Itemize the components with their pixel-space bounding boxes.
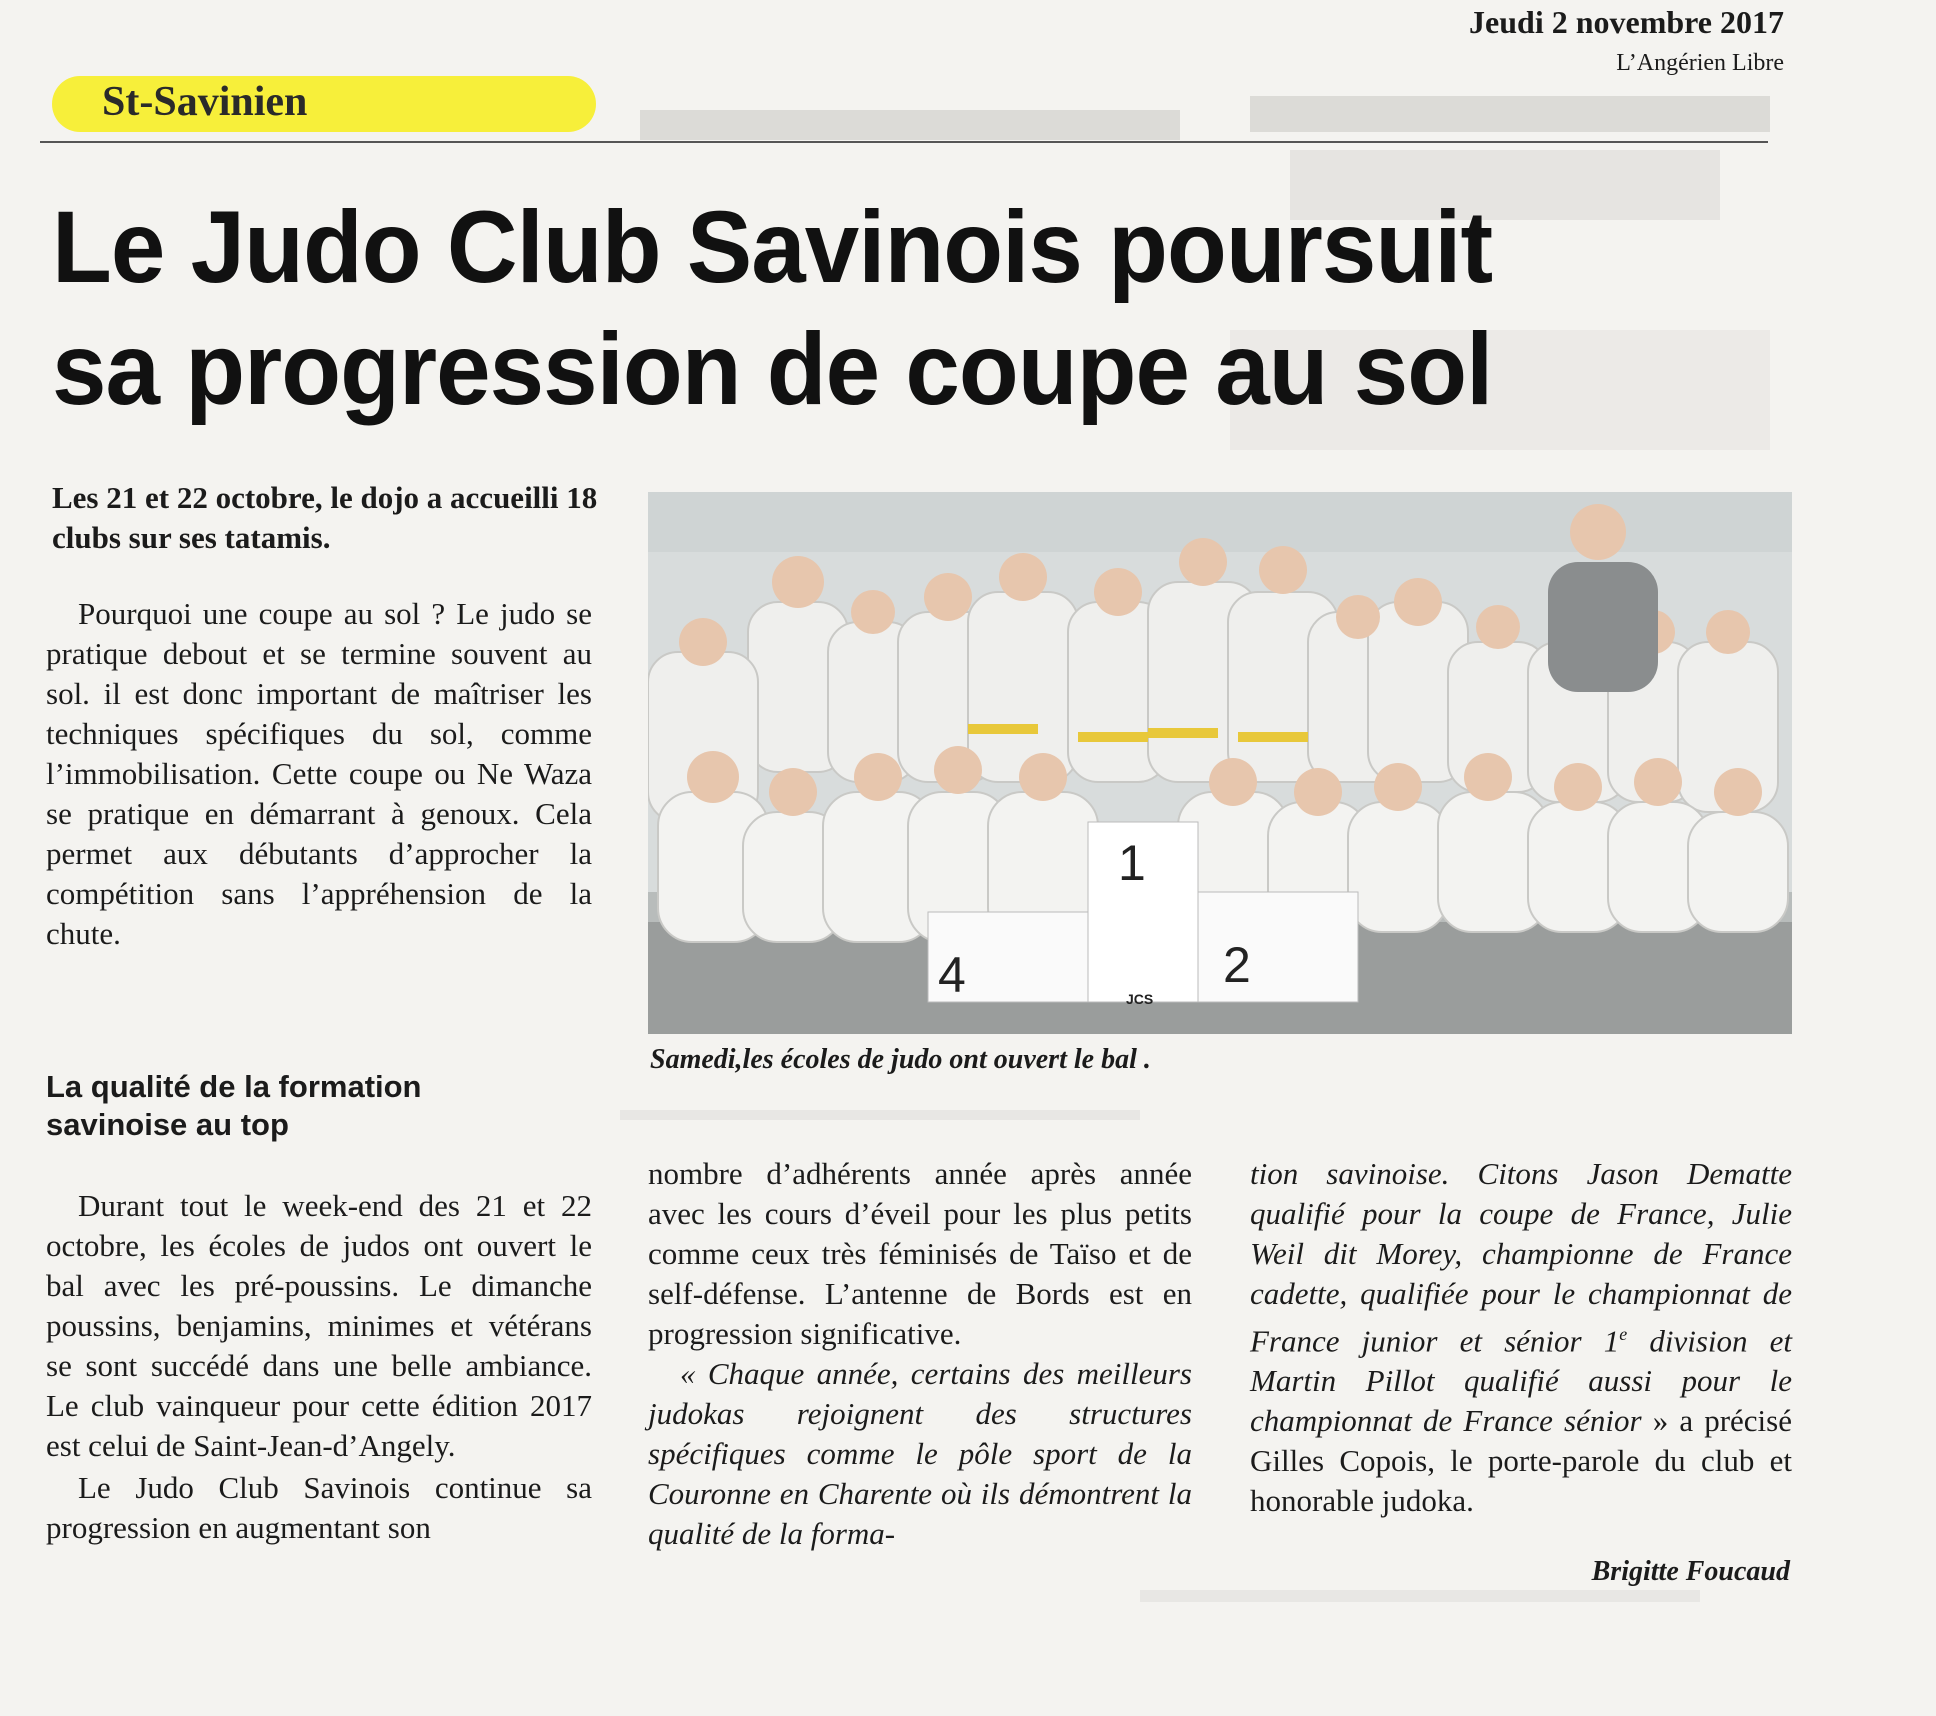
headline [52, 186, 1550, 430]
podium-label-1: 1 [1118, 835, 1146, 891]
column-1-top [46, 594, 592, 954]
column-3 [1250, 1154, 1792, 1521]
photo-caption: Samedi,les écoles de judo ont ouvert le bal . [650, 1044, 1151, 1075]
col2-paragraph-1: nombre d’adhérents année après année avec les cours d’éveil pour les plus petits comme ceux très féminisés de Taïso et de self-défense. L’antenne de Bords est en progression significative. [648, 1156, 1192, 1351]
issue-date: Jeudi 2 novembre 2017 [1469, 4, 1784, 40]
col1-paragraph-1: Pourquoi une coupe au sol ? Le judo se pratique debout et se termine souvent au sol. il est donc important de maîtriser les techniques spécifiques du sol, comme l’immobilisation. Cette coupe ou Ne Waza se pratique en démarrant à genoux. Cela permet aux débutants d’approcher la compétition sans l’appréhension de la chute. [46, 596, 592, 951]
byline: Brigitte Foucaud [1591, 1556, 1790, 1587]
section-tag [52, 76, 596, 132]
col3-attribution: » a précisé Gilles Copois, le porte-parole du club et honorable judoka. [1250, 1403, 1792, 1519]
column-2 [648, 1154, 1192, 1554]
team-photo [648, 492, 1792, 1034]
headline-line-1: Le Judo Club Savinois poursuit [52, 190, 1493, 304]
podium-label-4: 4 [938, 947, 966, 1003]
lead-paragraph: Les 21 et 22 octobre, le dojo a accueilli 18 clubs sur ses tatamis. [52, 480, 598, 555]
section-tag-label: St-Savinien [102, 79, 308, 125]
podium-logo: JCS [1126, 991, 1154, 1007]
header-rule [40, 141, 1768, 143]
headline-line-2: sa progression de coupe au sol [52, 312, 1493, 426]
col1-paragraph-3: Le Judo Club Savinois continue sa progression en augmentant son [46, 1470, 592, 1545]
col3-quote-part-1: tion savinoise. Citons Jason Dematte qualifié pour la coupe de France, Julie Weil dit Morey, championne de France cadette, qualifiée pour le championnat de France junior et sénior 1 [1250, 1156, 1792, 1359]
team-photo-illustration [648, 492, 1792, 1034]
subheading: La qualité de la formation savinoise au top [46, 1069, 422, 1142]
col2-paragraph-2: « Chaque année, certains des meilleurs judokas rejoignent des structures spécifiques comme le pôle sport de la Couronne en Charente où ils démontrent la qualité de la forma- [648, 1356, 1192, 1551]
col3-paragraph [1250, 1154, 1792, 1521]
col3-superscript: e [1619, 1324, 1628, 1344]
col3-quote-part-2: division et Martin Pillot qualifié aussi pour le championnat de France sénior [1250, 1323, 1792, 1439]
col1-paragraph-2: Durant tout le week-end des 21 et 22 octobre, les écoles de judos ont ouvert le bal avec les pré-poussins. Le dimanche poussins, benjamins, minimes et vétérans se sont succédé dans une belle ambiance. Le club vainqueur pour cette édition 2017 est celui de Saint-Jean-d’Angely. [46, 1188, 592, 1463]
column-1-bottom [46, 1186, 592, 1548]
podium-label-2: 2 [1223, 937, 1251, 993]
newspaper-name: L’Angérien Libre [1616, 50, 1784, 76]
